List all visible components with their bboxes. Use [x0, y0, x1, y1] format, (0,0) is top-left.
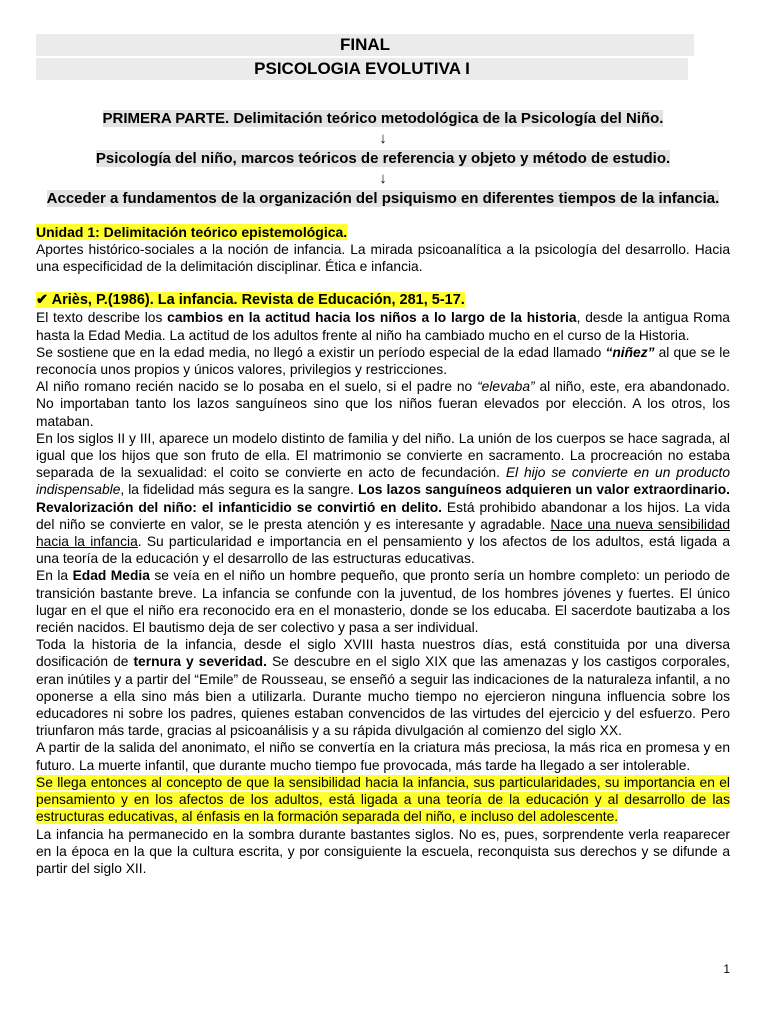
subject-title: PSICOLOGIA EVOLUTIVA I	[36, 58, 688, 80]
check-icon: ✔	[36, 292, 49, 309]
body-paragraph-4: En los siglos II y III, aparece un modelo distinto de familia y del niño. La unión de los cuerpos se hace sagrada, al igual que los hijos que son fruto de ella. El matrimonio se convierte en sacramento. La procreación no estaba separada de la sexualidad: el coito se convierte en acto de fecundación. El hijo se convierte en un producto indispensable, la fidelidad más segura es la sangre. Los lazos sanguíneos adquieren un valor extraordinario. Revalorización del niño: el infanticidio se convirtió en delito. Está prohibido abandonar a los hijos. La vida del niño se convierte en valor, se le presta atención y es interesante y agradable. Nace una nueva sensibilidad hacia la infancia. Su particularidad e importancia en el pensamiento y los afectos de los adultos, está ligada a una teoría de la educación y el desarrollo de las estructuras educativas.	[36, 430, 730, 567]
body-paragraph-1: El texto describe los cambios en la actitud hacia los niños a lo largo de la historia, desde la antigua Roma hasta la Edad Media. La actitud de los adultos frente al niño ha cambiado mucho en el curso de la Historia.	[36, 310, 730, 343]
body-paragraph-2: Se sostiene que en la edad media, no llegó a existir un período especial de la edad llamado “niñez” al que se le reconocía unos propios y únicos valores, privilegios y restricciones.	[36, 344, 730, 378]
page-number: 1	[723, 962, 730, 976]
body-paragraph-5: En la Edad Media se veía en el niño un hombre pequeño, que pronto sería un hombre completo: un periodo de transición bastante breve. La infancia se confunde con la juventud, de los hombres jóvenes y fuertes. El único lugar en el que el niño era reconocido era en el monasterio, donde se los educaba. El sacerdote bautizaba a los recién nacidos. El bautismo deja de ser colectivo y pasa a ser individual.	[36, 568, 730, 636]
parts-block	[36, 109, 730, 209]
body-paragraph-8-highlighted: Se llega entonces al concepto de que la sensibilidad hacia la infancia, sus particularidades, su importancia en el pensamiento y en los afectos de los adultos, está ligada a una teoría de la educación y al desarrollo de las estructuras educativas, al énfasis en la formación separada del niño, e incluso del adolescente.	[36, 774, 730, 825]
unit-heading: Unidad 1: Delimitación teórico epistemológica.	[36, 224, 348, 240]
down-arrow-icon: ↓	[379, 170, 387, 187]
reference-citation: Ariès, P.(1986). La infancia. Revista de Educación, 281, 5-17.	[51, 292, 465, 309]
part-line-2: Psicología del niño, marcos teóricos de referencia y objeto y método de estudio.	[95, 150, 671, 167]
part-line-1: PRIMERA PARTE. Delimitación teórico metodológica de la Psicología del Niño.	[102, 110, 664, 127]
document-title: FINAL	[36, 34, 694, 56]
document-page	[36, 34, 730, 877]
body-paragraph-9: La infancia ha permanecido en la sombra durante bastantes siglos. No es, pues, sorprendente verla reaparecer en la época en la que la cultura escrita, y por consiguiente la escuela, reconquista sus derechos y se difunde a partir del siglo XII.	[36, 826, 730, 876]
down-arrow-icon: ↓	[379, 130, 387, 147]
unit-description: Aportes histórico-sociales a la noción de infancia. La mirada psicoanalítica a la psicología del desarrollo. Hacia una especificidad de la delimitación disciplinar. Ética e infancia.	[36, 242, 730, 275]
body-paragraph-3: Al niño romano recién nacido se lo posaba en el suelo, si el padre no “elevaba” al niño, este, era abandonado. No importaban tanto los lazos sanguíneos sino que los niños fueran elevados por elección. A los otros, los mataban.	[36, 379, 730, 429]
body-paragraph-6: Toda la historia de la infancia, desde el siglo XVIII hasta nuestros días, está constituida por una diversa dosificación de ternura y severidad. Se descubre en el siglo XIX que las amenazas y los castigos corporales, eran inútiles y a partir del “Emile” de Rousseau, se enseñó a seguir las indicaciones de la naturaleza infantil, a no oponerse a ella sino más bien a utilizarla. Durante mucho tiempo no ejercieron ninguna influencia sobre los educadores ni sobre los padres, quienes estaban convencidos de las virtudes del ejercicio y del esfuerzo. Pero triunfaron más tarde, gracias al psicoanálisis y a su rápida divulgación al comienzo del siglo XX.	[36, 637, 731, 739]
reference-heading	[36, 291, 730, 309]
body-paragraph-7: A partir de la salida del anonimato, el niño se convertía en la criatura más preciosa, la más rica en promesa y en futuro. La muerte infantil, que durante mucho tiempo fue provocada, más tarde ha llegado a ser intolerable.	[36, 740, 730, 773]
part-line-3: Acceder a fundamentos de la organización del psiquismo en diferentes tiempos de la infancia.	[46, 190, 720, 207]
